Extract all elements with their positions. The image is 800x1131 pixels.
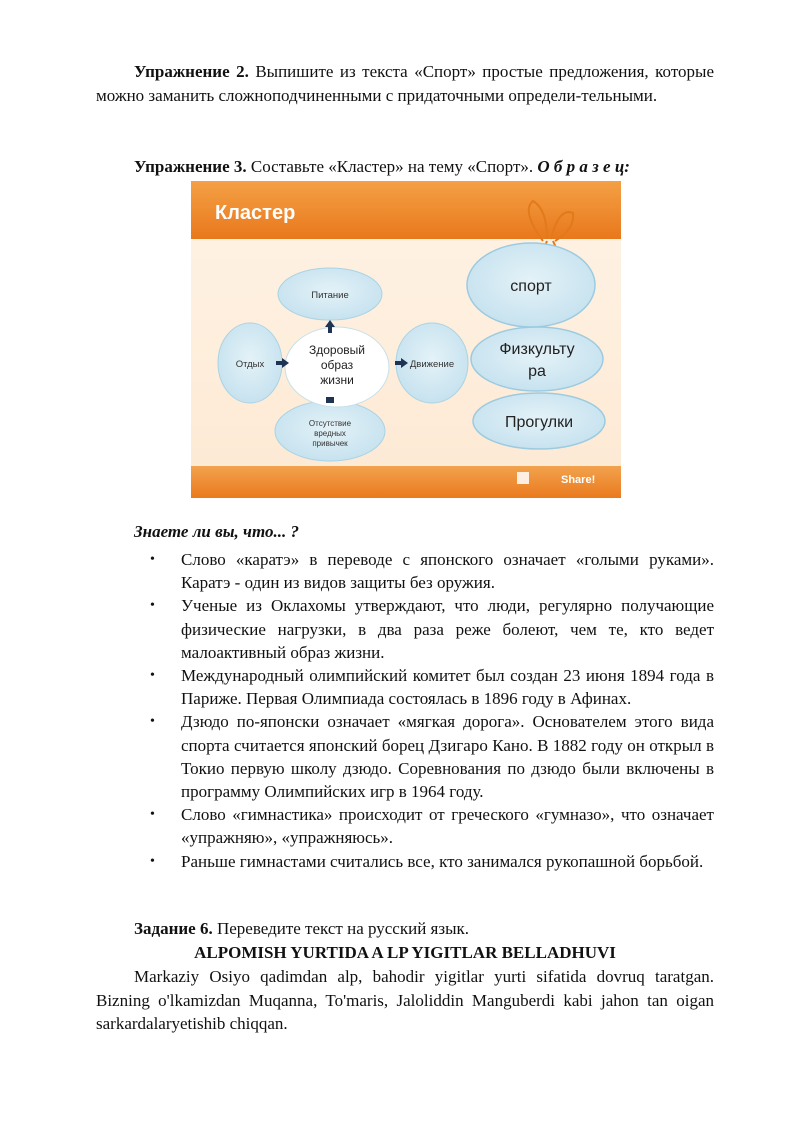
list-item: • Дзюдо по-японски означает «мягкая дорога». Основателем этого вида спорта считается японский борец Дзигаро Кано. В 1882 году он открыл в Токио первую школу дзюдо. Соревнования по дзюдо были включены в программу Олимпийских игр в 1964 году. [150,712,714,802]
exercise-2-label: Упражнение 2. [134,62,249,81]
uzbek-paragraph: Markaziy Osiyo qadimdan alp, bahodir yigitlar yurti sifatida dovruq taratgan. Bizning o'lkamizdan Muqanna, To'maris, Jaloliddin Manguberdi kabi jahon tan oigan sarkardalaryetishib chiqqan. [96,967,714,1033]
task-6-text: Переведите текст на русский язык. [212,919,470,938]
center-label-1: Здоровый [309,343,365,357]
list-item: • Международный олимпийский комитет был создан 23 июня 1894 года в Париже. Первая Олимпиада состоялась в 1896 году в Афинах. [150,666,714,709]
share-logo-text: Share! [561,474,596,486]
uzbek-title: ALPOMISH YURTIDA A LP YIGITLAR BELLADHUVI [194,943,616,962]
task-6-label: Задание 6. [134,919,213,938]
slide-footer-bar [191,466,621,498]
exercise-2-text: Выпишите из текста «Спорт» простые предложения, которые можно заманить сложноподчиненными с придаточными определи-тельными. [96,62,714,105]
exercise-3-text: Составьте «Кластер» на тему «Спорт». [246,157,538,176]
big-bubble-progulki: Прогулки [504,414,574,431]
exercise-3-label: Упражнение 3. [134,157,247,176]
exercise-3 [96,155,714,179]
big-bubble-fizkultura-2: ра [528,363,546,380]
facts-list [134,548,714,873]
task-6 [134,917,714,941]
big-bubble-sport: спорт [510,278,552,295]
share-logo-icon [517,472,529,484]
sample-label: О б р а з е ц: [537,157,630,176]
cluster-slide-image [191,181,621,498]
arrow-down-icon [326,397,334,403]
slide-title: Кластер [215,202,296,224]
bubble-right-label: Движение [409,359,455,370]
did-you-know-heading: Знаете ли вы, что... ? [134,522,299,541]
list-item: • Слово «гимнастика» происходит от греческого «гумназо», что означает «упражняю», «упражняюсь». [150,805,714,848]
big-bubble-fizkultura-1: Физкульту [499,341,575,358]
bubble-bottom-label-3: привычек [312,439,348,448]
bubble-bottom-label-2: вредных [314,429,346,438]
list-item: • Слово «каратэ» в переводе с японского означает «голыми руками». Каратэ - один из видов защиты без оружия. [150,550,714,593]
list-item: • Ученые из Оклахомы утверждают, что люди, регулярно получающие физические нагрузки, в два раза реже болеют, чем те, кто ведет малоактивный образ жизни. [150,596,714,662]
list-item: • Раньше гимнастами считались все, кто занимался рукопашной борьбой. [150,851,704,871]
center-label-3: жизни [320,373,354,387]
bubble-left-label: Отдых [235,359,265,370]
exercise-2 [96,60,714,107]
bubble-top-label: Питание [311,290,349,301]
bubble-bottom-label-1: Отсутствие [308,419,352,428]
center-label-2: образ [320,358,354,372]
